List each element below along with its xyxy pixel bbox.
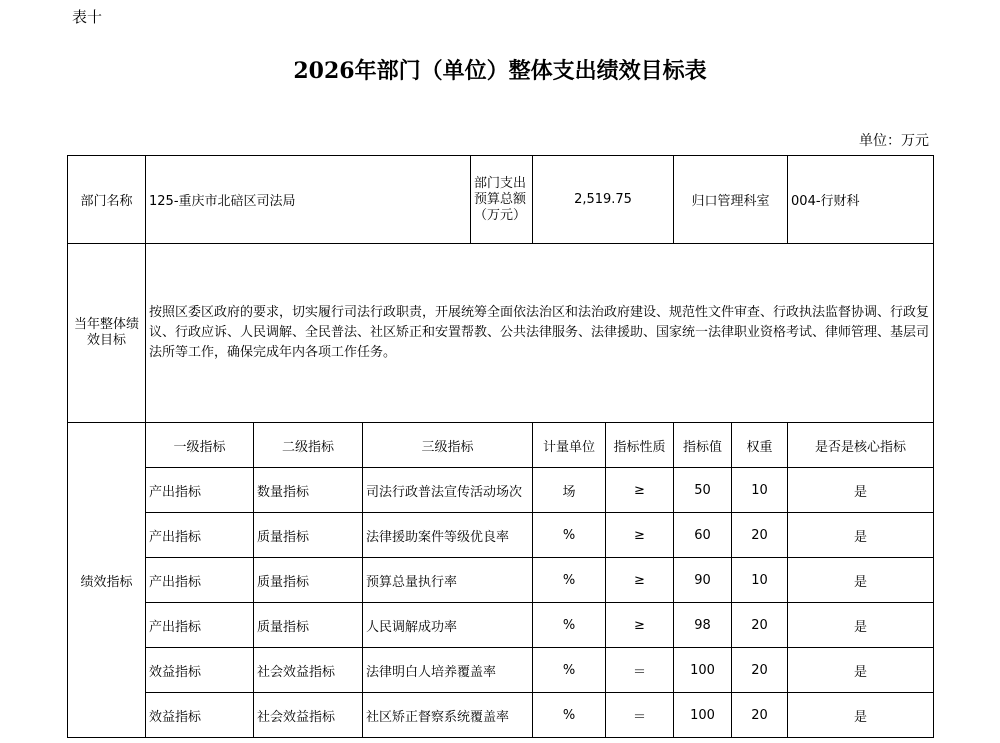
level3-cell: 法律明白人培养覆盖率 — [363, 648, 533, 693]
level2-cell: 社会效益指标 — [254, 648, 363, 693]
header-level3: 三级指标 — [363, 423, 533, 468]
office-value: 004-行财科 — [788, 156, 934, 244]
weight-cell: 20 — [732, 693, 788, 738]
unit-cell: % — [533, 603, 606, 648]
nature-cell: ≥ — [606, 558, 674, 603]
weight-cell: 20 — [732, 648, 788, 693]
value-cell: 100 — [674, 693, 732, 738]
level3-cell: 预算总量执行率 — [363, 558, 533, 603]
header-level1: 一级指标 — [146, 423, 254, 468]
header-unit: 计量单位 — [533, 423, 606, 468]
office-label: 归口管理科室 — [674, 156, 788, 244]
indicator-header-row — [68, 423, 934, 468]
unit-cell: % — [533, 513, 606, 558]
level1-cell: 产出指标 — [146, 603, 254, 648]
goal-label: 当年整体绩效目标 — [68, 244, 146, 423]
dept-name-label: 部门名称 — [68, 156, 146, 244]
header-weight: 权重 — [732, 423, 788, 468]
core-cell: 是 — [788, 693, 934, 738]
core-cell: 是 — [788, 513, 934, 558]
level2-cell: 质量指标 — [254, 513, 363, 558]
level3-cell: 社区矫正督察系统覆盖率 — [363, 693, 533, 738]
table-number-label: 表十 — [72, 8, 103, 26]
level1-cell: 产出指标 — [146, 468, 254, 513]
level2-cell: 质量指标 — [254, 558, 363, 603]
unit-cell: 场 — [533, 468, 606, 513]
indicators-section-label: 绩效指标 — [68, 423, 146, 738]
unit-cell: % — [533, 693, 606, 738]
nature-cell: ＝ — [606, 693, 674, 738]
level1-cell: 效益指标 — [146, 648, 254, 693]
unit-cell: % — [533, 558, 606, 603]
level2-cell: 数量指标 — [254, 468, 363, 513]
header-level2: 二级指标 — [254, 423, 363, 468]
table-row — [68, 558, 934, 603]
nature-cell: ≥ — [606, 513, 674, 558]
dept-name-value: 125-重庆市北碚区司法局 — [146, 156, 471, 244]
level3-cell: 法律援助案件等级优良率 — [363, 513, 533, 558]
nature-cell: ≥ — [606, 603, 674, 648]
table-row — [68, 648, 934, 693]
table-row — [68, 513, 934, 558]
level1-cell: 产出指标 — [146, 513, 254, 558]
goal-row — [68, 244, 934, 423]
core-cell: 是 — [788, 648, 934, 693]
goal-text: 按照区委区政府的要求，切实履行司法行政职责，开展统筹全面依法治区和法治政府建设、规范性文件审查、行政执法监督协调、行政复议、行政应诉、人民调解、全民普法、社区矫正和安置帮教、公共法律服务、法律援助、国家统一法律职业资格考试、律师管理、基层司法所等工作，确保完成年内各项工作任务。 — [146, 244, 934, 423]
nature-cell: ≥ — [606, 468, 674, 513]
nature-cell: ＝ — [606, 648, 674, 693]
table-row — [68, 693, 934, 738]
unit-cell: % — [533, 648, 606, 693]
page-title: 2026年部门（单位）整体支出绩效目标表 — [293, 58, 707, 84]
unit-note: 单位：万元 — [859, 133, 929, 149]
level1-cell: 产出指标 — [146, 558, 254, 603]
value-cell: 50 — [674, 468, 732, 513]
weight-cell: 20 — [732, 603, 788, 648]
weight-cell: 10 — [732, 468, 788, 513]
budget-total-label: 部门支出预算总额（万元） — [471, 156, 533, 244]
value-cell: 60 — [674, 513, 732, 558]
budget-total-value: 2,519.75 — [533, 156, 674, 244]
level2-cell: 质量指标 — [254, 603, 363, 648]
level1-cell: 效益指标 — [146, 693, 254, 738]
level2-cell: 社会效益指标 — [254, 693, 363, 738]
header-core: 是否是核心指标 — [788, 423, 934, 468]
core-cell: 是 — [788, 468, 934, 513]
header-value: 指标值 — [674, 423, 732, 468]
dept-info-row — [68, 156, 934, 244]
level3-cell: 司法行政普法宣传活动场次 — [363, 468, 533, 513]
value-cell: 100 — [674, 648, 732, 693]
core-cell: 是 — [788, 558, 934, 603]
value-cell: 98 — [674, 603, 732, 648]
core-cell: 是 — [788, 603, 934, 648]
performance-target-table — [67, 155, 934, 738]
value-cell: 90 — [674, 558, 732, 603]
weight-cell: 20 — [732, 513, 788, 558]
table-row — [68, 603, 934, 648]
level3-cell: 人民调解成功率 — [363, 603, 533, 648]
header-nature: 指标性质 — [606, 423, 674, 468]
table-row — [68, 468, 934, 513]
weight-cell: 10 — [732, 558, 788, 603]
